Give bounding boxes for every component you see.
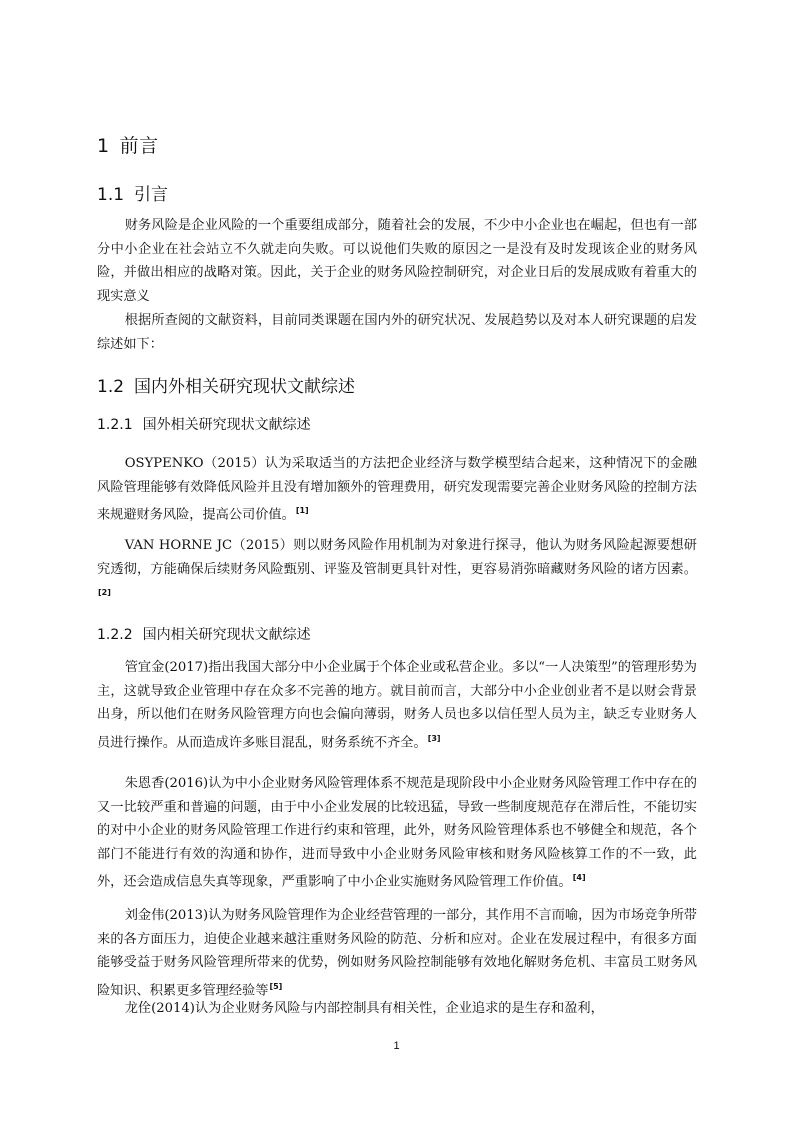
paragraph-van-horne xyxy=(97,534,697,609)
subsection-heading-1-2-2 xyxy=(97,624,311,644)
subsection-number: 1.2.2 xyxy=(97,627,133,643)
citation-marker: [1] xyxy=(295,506,309,515)
paragraph-text: 刘金伟(2013)认为财务风险管理作为企业经营管理的一部分，其作用不言而喻，因为市场竞争所带来的各方面压力，迫使企业越来越注重财务风险的防范、分析和应对。企业在发展过程中，有很多方面能够受益于财务风险管理所带来的优势，例如财务风险控制能够有效地化解财务危机、丰富员工财务风险知识、积累更多管理经验等 xyxy=(97,908,697,998)
chapter-heading xyxy=(97,131,159,158)
paragraph-intro: 财务风险是企业风险的一个重要组成部分，随着社会的发展，不少中小企业也在崛起，但也有一部分中小企业在社会站立不久就走向失败。可以说他们失败的原因之一是没有及时发现该企业的财务风险，并做出相应的战略对策。因此，关于企业的财务风险控制研究，对企业日后的发展成败有着重大的现实意义 xyxy=(97,218,697,304)
paragraph-osypenko xyxy=(97,452,697,527)
chapter-number: 1 xyxy=(97,135,110,157)
paragraph-text: OSYPENKO（2015）认为采取适当的方法把企业经济与数学模型结合起来，这种情况下的金融风险管理能够有效降低风险并且没有增加额外的管理费用，研究发现需要完善企业财务风险的控制方法来规避财务风险，提高公司价值。 xyxy=(97,456,697,523)
citation-marker: [3] xyxy=(427,733,441,743)
citation-marker: [5] xyxy=(269,981,283,991)
paragraph-zhu xyxy=(97,772,697,894)
page-number: 1 xyxy=(393,1040,400,1052)
citation-marker: [4] xyxy=(572,873,586,882)
paragraph-guan xyxy=(97,656,697,754)
section-heading-1-2 xyxy=(97,372,355,397)
section-title: 引言 xyxy=(134,185,169,205)
paragraph-summary: 根据所查阅的文献资料，目前同类课题在国内外的研究状况、发展趋势以及对本人研究课题的启发综述如下： xyxy=(97,313,697,352)
paragraph-liu xyxy=(97,904,697,1002)
subsection-number: 1.2.1 xyxy=(97,417,133,433)
section-number: 1.1 xyxy=(97,185,125,205)
paragraph-text: 朱恩香(2016)认为中小企业财务风险管理体系不规范是现阶段中小企业财务风险管理工作中存在的又一比较严重和普遍的问题，由于中小企业发展的比较迅猛，导致一些制度规范存在滞后性，不能切实的对中小企业的财务风险管理工作进行约束和管理，此外，财务风险管理体系也不够健全和规范，各个部门不能进行有效的沟通和协作，进而导致中小企业财务风险审核和财务风险核算工作的不一致，此外，还会造成信息失真等现象，严重影响了中小企业实施财务风险管理工作价值。 xyxy=(97,776,697,890)
section-title: 国内外相关研究现状文献综述 xyxy=(134,377,356,397)
citation-marker: [2] xyxy=(98,588,111,597)
paragraph-long: 龙佺(2014)认为企业财务风险与内部控制具有相关性，企业追求的是生存和盈利， xyxy=(124,1001,604,1016)
section-number: 1.2 xyxy=(97,377,125,397)
subsection-title: 国外相关研究现状文献综述 xyxy=(142,417,311,433)
subsection-heading-1-2-1 xyxy=(97,414,311,434)
paragraph-text: 管宜金(2017)指出我国大部分中小企业属于个体企业或私营企业。多以“一人决策型”的管理形势为主，这就导致企业管理中存在众多不完善的地方。就目前而言，大部分中小企业创业者不是以财会背景出身，所以他们在财务风险管理方向也会偏向薄弱，财务人员也多以信任型人员为主，缺乏专业财务人员进行操作。从而造成许多账目混乱，财务系统不齐全。 xyxy=(97,660,697,750)
section-heading-1-1 xyxy=(97,180,168,205)
subsection-title: 国内相关研究现状文献综述 xyxy=(142,627,311,643)
paragraph-text: VAN HORNE JC（2015）则以财务风险作用机制为对象进行探寻，他认为财务风险起源要想研究透彻，方能确保后续财务风险甄别、评鉴及管制更具针对性，更容易消弥暗藏财务风险的诸方因素。 xyxy=(97,538,697,577)
chapter-title: 前言 xyxy=(119,135,159,157)
